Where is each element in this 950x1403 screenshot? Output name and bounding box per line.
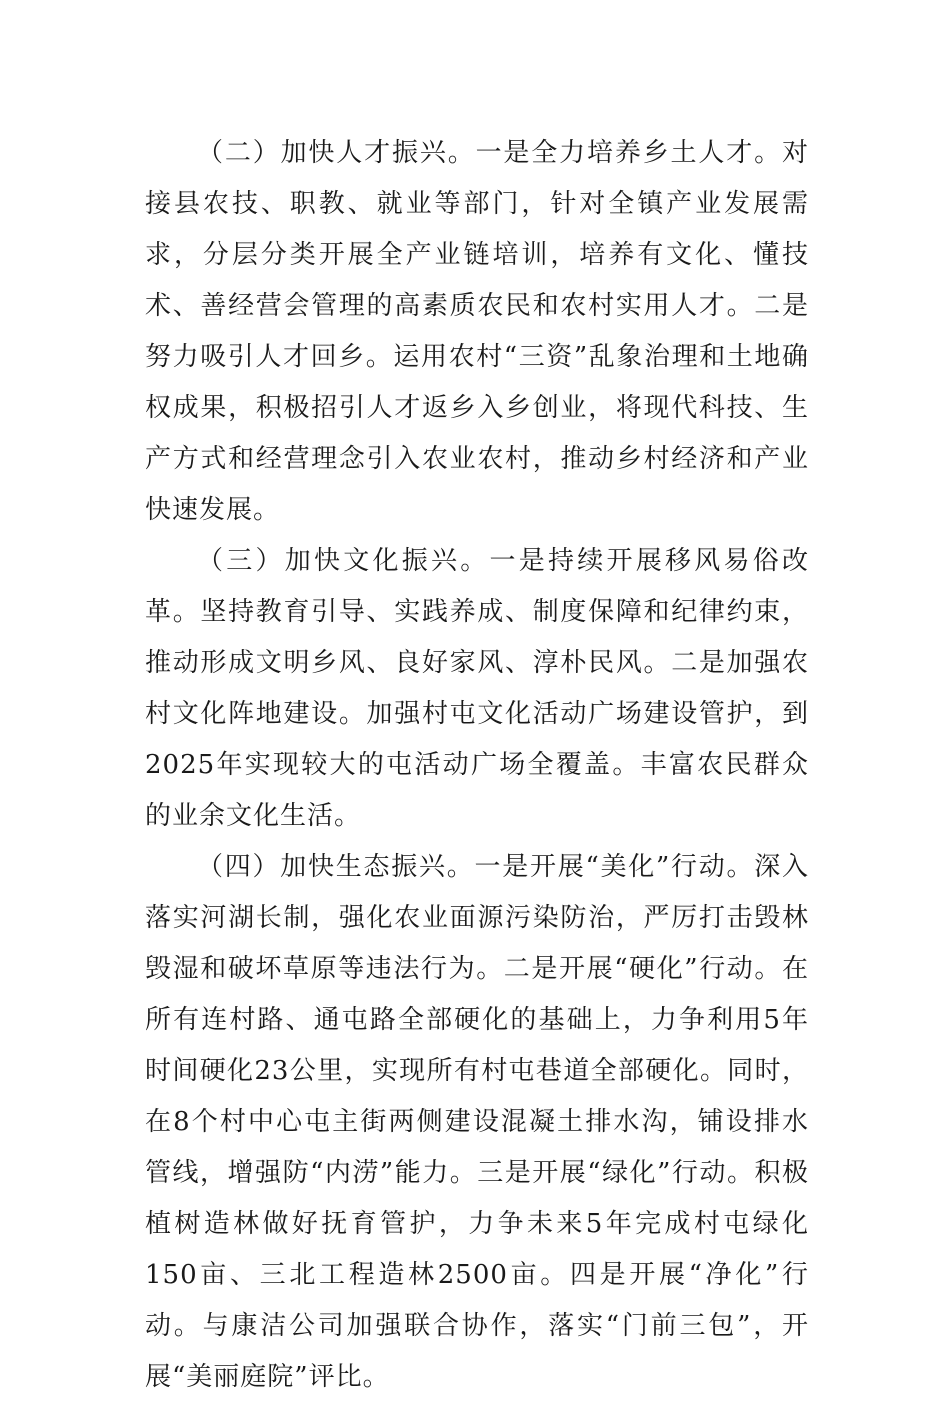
- document-body: [145, 128, 809, 1403]
- paragraph-ecology-revitalization: （四）加快生态振兴。一是开展“美化”行动。深入落实河湖长制，强化农业面源污染防治，严厉打击毁林毁湿和破坏草原等违法行为。二是开展“硬化”行动。在所有连村路、通屯路全部硬化的基础上，力争利用5年时间硬化23公里，实现所有村屯巷道全部硬化。同时，在8个村中心屯主街两侧建设混凝土排水沟，铺设排水管线，增强防“内涝”能力。三是开展“绿化”行动。积极植树造林做好抚育管护，力争未来5年完成村屯绿化150亩、三北工程造林2500亩。四是开展“净化”行动。与康洁公司加强联合协作，落实“门前三包”，开展“美丽庭院”评比。: [145, 852, 809, 1392]
- paragraph-talent-revitalization: （二）加快人才振兴。一是全力培养乡土人才。对接县农技、职教、就业等部门，针对全镇产业发展需求，分层分类开展全产业链培训，培养有文化、懂技术、善经营会管理的高素质农民和农村实用人才。二是努力吸引人才回乡。运用农村“三资”乱象治理和土地确权成果，积极招引人才返乡入乡创业，将现代科技、生产方式和经营理念引入农业农村，推动乡村经济和产业快速发展。: [145, 138, 809, 525]
- paragraph-culture-revitalization: （三）加快文化振兴。一是持续开展移风易俗改革。坚持教育引导、实践养成、制度保障和纪律约束，推动形成文明乡风、良好家风、淳朴民风。二是加强农村文化阵地建设。加强村屯文化活动广场建设管护，到2025年实现较大的屯活动广场全覆盖。丰富农民群众的业余文化生活。: [145, 546, 809, 831]
